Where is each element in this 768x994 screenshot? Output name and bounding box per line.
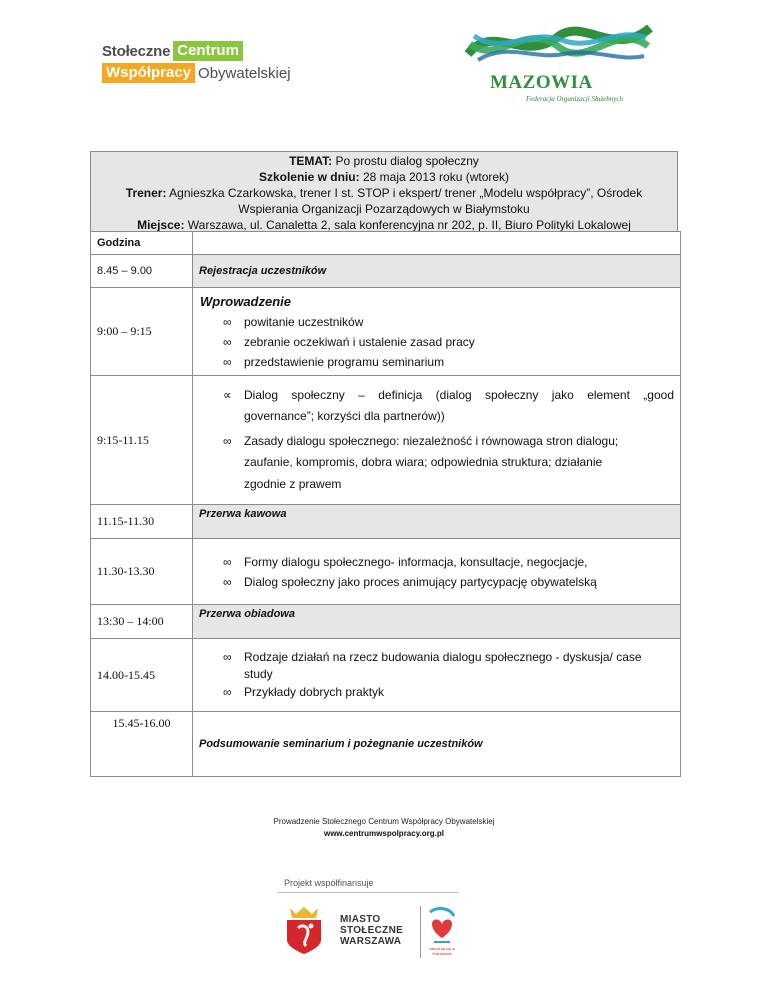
row-time: 14.00-15.45 [91,639,193,712]
date-label: Szkolenie w dniu: [258,170,360,184]
schedule-table [90,231,681,777]
list-item [213,385,674,405]
dialog-cell [193,376,681,505]
list-item [213,649,674,683]
place-label: Miejsce: [137,218,185,232]
scww-logo-row-1 [102,41,243,61]
row-title: Przerwa obiadowa [193,605,681,639]
mazowia-name: MAZOWIA [490,72,593,93]
mazowia-ribbon-icon [464,14,654,74]
row-time: 11.30-13.30 [91,539,193,605]
mazowia-logo [464,14,654,103]
list-item [213,332,674,352]
column-header-time: Godzina [91,232,193,255]
scww-word-1: Stołeczne [102,42,171,60]
list-item-text: przedstawienie programu seminarium [244,354,445,369]
list-item-text: powitanie uczestników [244,314,364,329]
list-item [213,683,674,702]
topic-value: Po prostu dialog społeczny [332,154,479,168]
actions-cell [193,639,681,712]
infinity-bullet-icon: ∞ [223,334,232,349]
table-row [91,539,681,605]
trainer-label: Trener: [125,186,167,200]
date-value: 28 maja 2013 roku (wtorek) [359,170,510,184]
list-item-text: zebranie oczekiwań i ustalenie zasad pracy [244,334,475,349]
list-item-text: Rodzaje działań na rzecz budowania dialogu społecznego - dyskusja/ case [244,649,642,664]
cofinance-divider [278,892,458,893]
scww-logo [102,41,291,87]
mazowia-subtitle: Federacja Organizacji Służebnych [526,95,623,103]
cofinance-city-name [340,914,403,947]
infinity-bullet-icon: ∞ [223,684,232,699]
list-item [213,312,674,332]
row-title: Rejestracja uczestników [193,255,681,288]
column-header-blank [193,232,681,255]
city-line-3: WARSZAWA [340,936,402,947]
row-time: 13:30 – 14:00 [91,605,193,639]
topic-label: TEMAT: [289,154,333,168]
footer-organizer: Prowadzenie Stołecznego Centrum Współpracy Obywatelskiej [273,817,495,826]
forms-cell [193,539,681,605]
scww-word-3: Współpracy [102,63,195,83]
list-item-continuation: governance”; korzyści dla partnerów)) [244,409,445,423]
row-title: Wprowadzenie [200,293,292,309]
list-item [213,572,674,592]
scww-word-4: Obywatelskiej [198,64,291,82]
list-item-text: Dialog społeczny – definicja (dialog społeczny jako element „good [244,388,674,402]
row-time: 9:15-11.15 [91,376,193,505]
training-header [90,151,678,232]
infinity-bullet-icon: ∞ [223,354,232,369]
infinity-bullet-icon: ∞ [223,314,232,329]
list-item-text: Formy dialogu społecznego- informacja, konsultacje, negocjacje, [244,554,588,569]
list-item-text-continued: study [244,666,273,681]
city-line-1: MIASTO [340,914,381,925]
scww-word-2: Centrum [173,41,243,61]
alpha-bullet-icon: ∝ [223,388,232,402]
footer-website: www.centrumwspolpracy.org.pl [323,829,445,838]
trainer-value-1: Agnieszka Czarkowska, trener I st. STOP i ekspert/ trener „Modelu współpracy”, Ośrodek [166,186,643,200]
intro-cell [193,288,681,376]
infinity-bullet-icon: ∞ [223,649,232,664]
table-row [91,505,681,539]
infinity-bullet-icon: ∞ [223,574,232,589]
row-time: 11.15-11.30 [91,505,193,539]
topic-line [91,153,677,169]
list-item [213,431,674,451]
row-time: 8.45 – 9.00 [91,255,193,288]
table-row [91,605,681,639]
agenda-list [199,312,674,372]
agenda-list [199,649,674,702]
list-item-text: Przykłady dobrych praktyk [244,684,385,699]
table-row [91,376,681,505]
list-item-text: Dialog społeczny jako proces animujący partycypację obywatelską [244,574,597,589]
row-time: 9:00 – 9:15 [91,288,193,376]
agenda-list [199,552,674,592]
agenda-list [199,385,674,405]
agenda-list [199,431,674,451]
table-row [91,639,681,712]
list-item [213,552,674,572]
table-row [91,288,681,376]
date-line [91,169,677,185]
list-item-continuation: zgodnie z prawem [244,477,342,491]
cofinance-label: Projekt współfinansuje [284,878,374,888]
row-time: 15.45-16.00 [91,712,193,777]
warsaw-coat-of-arms-icon [284,904,324,956]
scww-logo-row-2 [102,63,291,83]
cofinance-badge-text: zakochaj się w Warszawie [428,946,455,956]
list-item-continuation: zaufanie, kompromis, dobra wiara; odpowiednia struktura; działanie [244,455,603,469]
table-row [91,255,681,288]
row-title: Podsumowanie seminarium i pożegnanie uczestników [193,712,681,777]
list-item-text: Zasady dialogu społecznego: niezależność i równowaga stron dialogu; [244,434,619,448]
cofinance-logo [274,876,460,962]
table-header-row [91,232,681,255]
infinity-bullet-icon: ∞ [223,434,232,448]
row-title: Przerwa kawowa [193,505,681,539]
trainer-line-2: Wspierania Organizacji Pozarządowych w Białymstoku [238,202,530,216]
table-row [91,712,681,777]
cofinance-separator [420,906,421,958]
list-item [213,352,674,372]
city-line-2: STOŁECZNE [340,925,404,936]
place-value: Warszawa, ul. Canaletta 2, sala konferencyjna nr 202, p. II, Biuro Polityki Lokalowej [184,218,631,232]
trainer-line [91,185,677,201]
infinity-bullet-icon: ∞ [223,554,232,569]
